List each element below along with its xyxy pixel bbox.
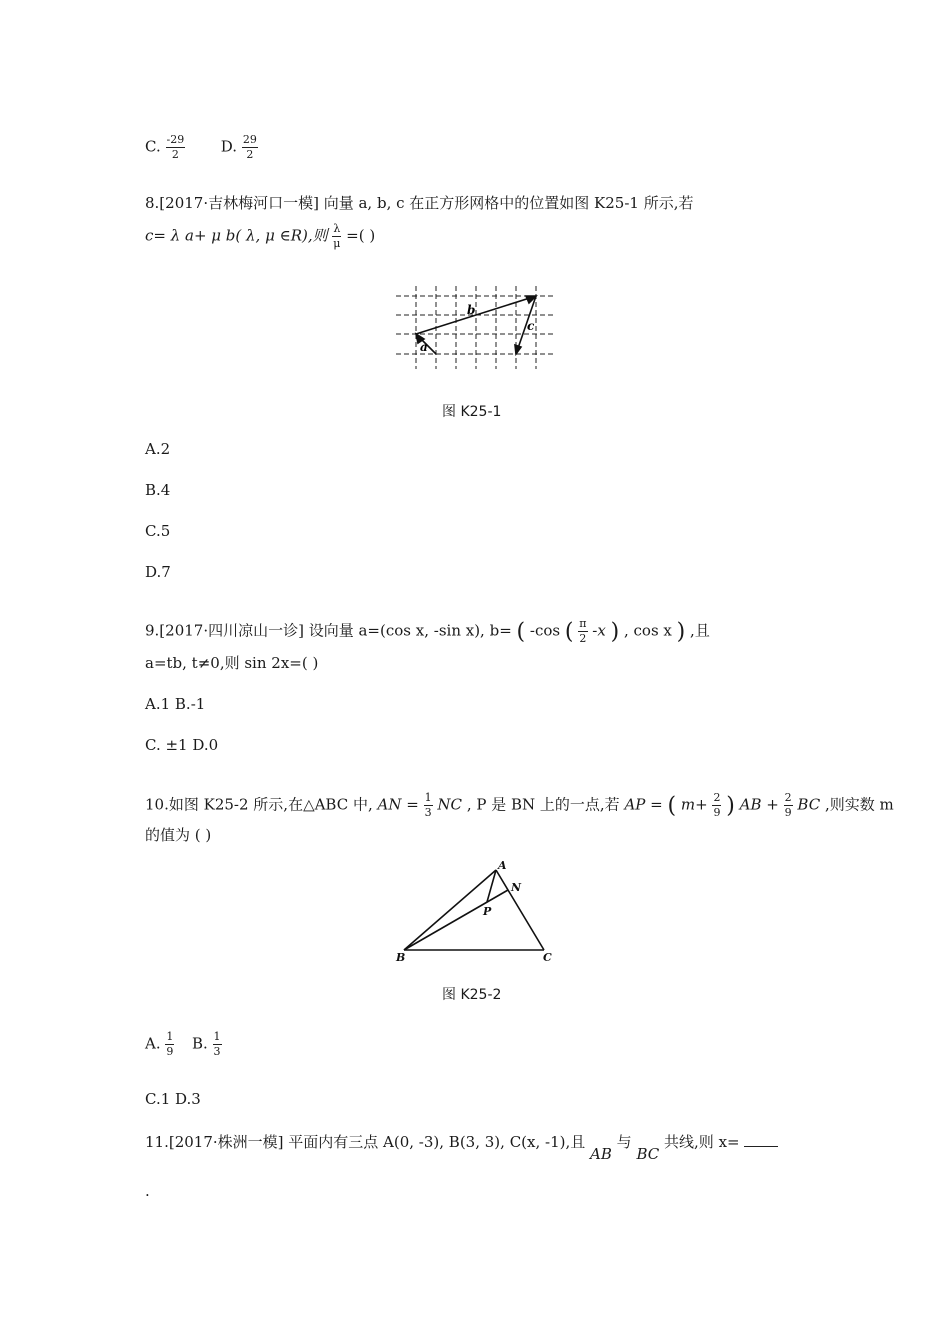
q11-stem-line2: . xyxy=(145,1182,150,1200)
q7-option-c-fraction: $\frac{-29}{2}$ xyxy=(166,133,185,161)
q8-option-d: D.7 xyxy=(145,563,171,581)
q8-stem-line1: 8.[2017·吉林梅河口一模] 向量 a, b, c 在正方形网格中的位置如图 K25-1 所示,若 xyxy=(145,194,694,212)
point-n-label: N xyxy=(511,881,522,894)
q10-two-ninths-a: $\frac{2}{9}$ xyxy=(713,791,721,819)
q10-option-b-fraction: $\frac{1}{3}$ xyxy=(213,1030,221,1058)
q7-options xyxy=(145,133,258,162)
q10-stem-line2: 的值为 ( ) xyxy=(145,826,212,844)
point-p-label: P xyxy=(483,905,492,918)
label-c: c xyxy=(527,319,535,333)
label-a: a xyxy=(420,340,428,354)
q10-one-third: $\frac{1}{3}$ xyxy=(424,791,432,819)
q8-figure-caption: 图 K25-1 xyxy=(442,404,502,420)
q9-pi-over-2: $\frac{\pi}{2}$ xyxy=(579,617,587,645)
q11-stem-line1: 11.[2017·株洲一模] 平面内有三点 A(0, -3), B(3, 3), C(x, -1),且 AB 与 BC 共线,则 x= xyxy=(145,1132,778,1151)
q8-lambda-over-mu: $\frac{\lambda}{\mu}$ xyxy=(333,222,341,250)
q10-figure-caption: 图 K25-2 xyxy=(442,987,502,1003)
q10-triangle-figure xyxy=(390,855,560,967)
q8-stem-line2: c= λ a+ μ b( λ, μ ∈R),则 $\frac{\lambda}{\mu}$ =( ) xyxy=(145,222,376,250)
q8-option-b: B.4 xyxy=(145,481,171,499)
q10-stem-line1: 10.如图 K25-2 所示,在△ABC 中, AN = $\frac{1}{3}$ NC , P 是 BN 上的一点,若 AP = ( m+ $\frac{2}{9}$ ) AB + $\frac{2}{9}$ BC ,则实数 m xyxy=(145,791,894,819)
q7-option-c-label: C. xyxy=(145,137,161,156)
point-b-label: B xyxy=(396,951,406,964)
point-a-label: A xyxy=(498,859,507,872)
q9-options-ab: A.1 B.-1 xyxy=(145,695,206,713)
q10-two-ninths-b: $\frac{2}{9}$ xyxy=(784,791,792,819)
q9-stem-line1: 9.[2017·四川凉山一诊] 设向量 a=(cos x, -sin x), b= ( -cos ( $\frac{\pi}{2}$ -x ) , cos x ) ,且 xyxy=(145,617,710,645)
vector-c-arrowhead xyxy=(515,345,521,354)
q8-option-c: C.5 xyxy=(145,522,171,540)
segment-bn xyxy=(404,890,508,950)
q7-option-d-fraction: $\frac{29}{2}$ xyxy=(242,133,257,161)
q9-options-cd: C. ±1 D.0 xyxy=(145,736,219,754)
q8-grid-figure xyxy=(390,283,560,373)
q10-option-a-fraction: $\frac{1}{9}$ xyxy=(166,1030,174,1058)
q7-option-d-label: D. xyxy=(220,137,238,156)
label-b: b xyxy=(467,303,476,317)
point-c-label: C xyxy=(543,951,552,964)
q10-options-ab: A. $\frac{1}{9}$ B. $\frac{1}{3}$ xyxy=(145,1030,221,1058)
q8-option-a: A.2 xyxy=(145,440,171,458)
q10-options-cd: C.1 D.3 xyxy=(145,1090,201,1108)
q9-stem-line2: a=tb, t≠0,则 sin 2x=( ) xyxy=(145,654,319,672)
q11-answer-blank[interactable] xyxy=(744,1132,778,1147)
